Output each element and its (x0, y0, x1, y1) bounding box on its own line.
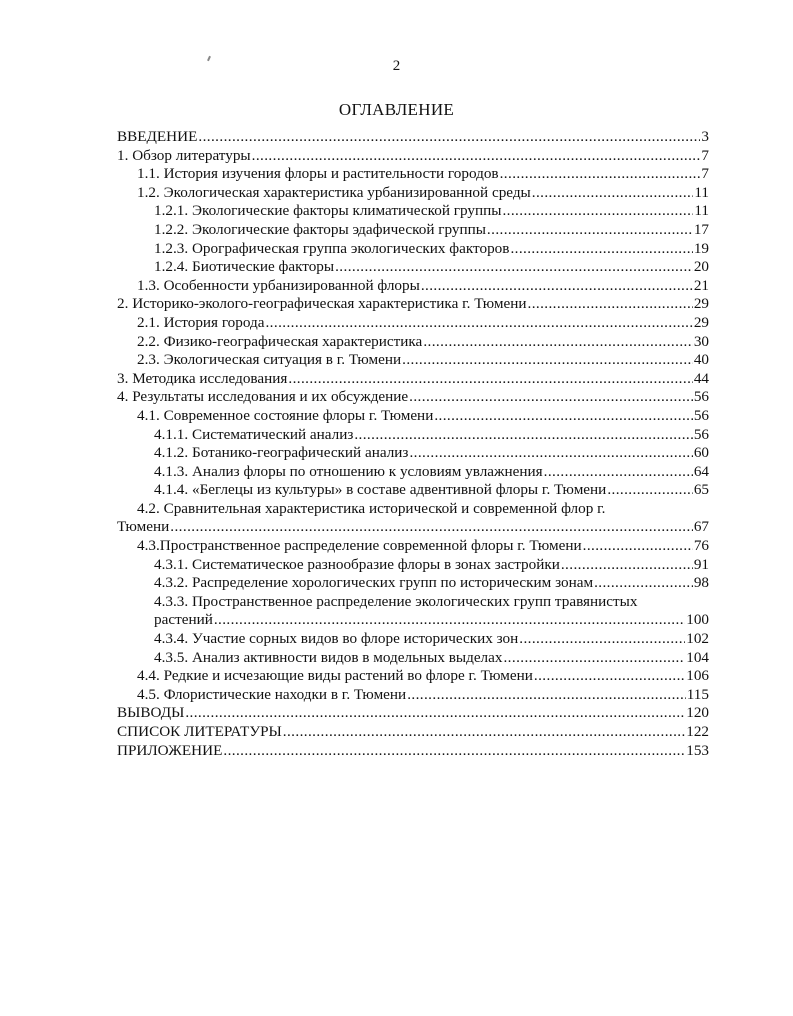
toc-entry-label: 2.3. Экологическая ситуация в г. Тюмени (137, 351, 402, 369)
toc-entry-page: 76 (693, 537, 709, 555)
toc-entry-page: 11 (694, 183, 709, 201)
toc-entry-4-3-4 (117, 630, 709, 649)
page-number: 2 (392, 58, 401, 74)
toc-entry-1-3 (117, 277, 709, 296)
toc-entry-page: 120 (686, 704, 709, 722)
toc-entry-label: 4.1.2. Ботанико-географический анализ (154, 444, 409, 462)
toc-entry-page: 104 (686, 648, 709, 666)
toc-entry-label: 4.1.1. Систематический анализ (154, 425, 354, 443)
toc-entry-label: 1.2.2. Экологические факторы эдафической группы (154, 220, 486, 238)
toc-entry-label: ВЫВОДЫ (117, 704, 185, 722)
toc-entry-introduction (117, 128, 709, 147)
toc-entry-page: 29 (693, 295, 709, 313)
toc-entry-page: 115 (686, 685, 709, 703)
toc-entry-page: 11 (694, 202, 709, 220)
toc-entry-1-2-4 (117, 258, 709, 277)
leader-dots (502, 202, 693, 221)
toc-entry-label: 4.3.2. Распределение хорологических групп по историческим зонам (154, 574, 594, 592)
toc-entry-2-2 (117, 333, 709, 352)
toc-entry-label: 1. Обзор литературы (117, 146, 251, 164)
leader-dots (407, 686, 686, 705)
toc-entry-page: 102 (686, 630, 709, 648)
toc-entry-page: 60 (693, 444, 709, 462)
leader-dots (265, 314, 692, 333)
toc-entry-4 (117, 388, 709, 407)
leader-dots (402, 351, 693, 370)
leader-dots (544, 463, 693, 482)
leader-dots (594, 574, 693, 593)
toc-entry-page: 44 (693, 369, 709, 387)
leader-dots (487, 221, 693, 240)
toc-entry-label: 2.2. Физико-географическая характеристика (137, 332, 423, 350)
toc-entry-label: 1.2.1. Экологические факторы климатической группы (154, 202, 502, 220)
toc-entry-1-2-2 (117, 221, 709, 240)
toc-entry-label: ВВЕДЕНИЕ (117, 128, 198, 145)
toc-entry-page: 106 (686, 667, 709, 685)
leader-dots (223, 742, 685, 761)
leader-dots (528, 295, 693, 314)
toc-entry-1-1 (117, 165, 709, 184)
toc-entry-label: 2. Историко-эколого-географическая характеристика г. Тюмени (117, 295, 527, 313)
toc-entry-label: 1.3. Особенности урбанизированной флоры (137, 276, 420, 294)
toc-entry-page: 3 (701, 128, 709, 145)
toc-entry-4-3-5 (117, 649, 709, 668)
toc-entry-label: 4.3.5. Анализ активности видов в модельных выделах (154, 648, 503, 666)
toc-entry-page: 98 (693, 574, 709, 592)
toc-entry-1-2-1 (117, 202, 709, 221)
toc-entry-label: растений (154, 611, 213, 629)
toc-entry-page: 20 (693, 258, 709, 276)
toc-entry-label: 3. Методика исследования (117, 369, 288, 387)
toc-entry-4-3 (117, 537, 709, 556)
toc-entry-label: 4.1.3. Анализ флоры по отношению к условиям увлажнения (154, 462, 543, 480)
toc-entry-page: 29 (693, 313, 709, 331)
toc-entry-page: 56 (693, 406, 709, 424)
leader-dots (607, 481, 693, 500)
toc-entry-page: 21 (693, 276, 709, 294)
leader-dots (185, 704, 685, 723)
toc-entry-4-1-1 (117, 426, 709, 445)
toc-entry-4-1 (117, 407, 709, 426)
toc-entry-page: 7 (701, 146, 709, 164)
toc-entry-4-1-2 (117, 444, 709, 463)
toc-entry-label: Тюмени (117, 518, 170, 536)
leader-dots (170, 518, 693, 537)
toc-entry-4-5 (117, 686, 709, 705)
leader-dots (214, 611, 685, 630)
leader-dots (409, 388, 693, 407)
leader-dots (561, 556, 693, 575)
leader-dots (423, 333, 693, 352)
leader-dots (409, 444, 692, 463)
toc-entry-label: 4. Результаты исследования и их обсуждение (117, 388, 409, 406)
toc-entry-label: 4.3.Пространственное распределение современной флоры г. Тюмени (137, 537, 582, 555)
toc-entry-1-2 (117, 184, 709, 203)
toc-entry-page: 19 (693, 239, 709, 257)
toc-entry-2-1 (117, 314, 709, 333)
toc-entry-4-1-4 (117, 481, 709, 500)
leader-dots (510, 240, 692, 259)
leader-dots (288, 370, 692, 389)
toc-entry-page: 65 (693, 481, 709, 499)
toc-entry-label: ПРИЛОЖЕНИЕ (117, 741, 223, 759)
toc-entry-references (117, 723, 709, 742)
toc-entry-2-3 (117, 351, 709, 370)
leader-dots (503, 649, 685, 668)
toc-entry-3 (117, 370, 709, 389)
toc-entry-page: 64 (693, 462, 709, 480)
toc-entry-page: 122 (686, 723, 709, 740)
toc-entry-label: 1.2.4. Биотические факторы (154, 258, 335, 276)
toc-entry-label: 1.2. Экологическая характеристика урбанизированной среды (137, 183, 531, 201)
toc-entry-1-2-3 (117, 240, 709, 259)
toc-entry-page: 153 (686, 741, 709, 759)
leader-dots (519, 630, 685, 649)
toc-entry-label: 2.1. История города (137, 313, 265, 331)
leader-dots (532, 184, 694, 203)
toc-entry-label: СПИСОК ЛИТЕРАТУРЫ (117, 723, 282, 740)
toc-entry-page: 7 (701, 165, 709, 183)
toc-entry-label: 4.1. Современное состояние флоры г. Тюмени (137, 406, 434, 424)
toc-entry-4-1-3 (117, 463, 709, 482)
table-of-contents (117, 128, 709, 760)
toc-entry-page: 40 (693, 351, 709, 369)
toc-entry-page: 56 (693, 425, 709, 443)
toc-entry-page: 100 (686, 611, 709, 629)
toc-entry-page: 17 (693, 220, 709, 238)
toc-entry-page: 91 (693, 555, 709, 573)
leader-dots (500, 165, 701, 184)
leader-dots (354, 426, 692, 445)
leader-dots (434, 407, 692, 426)
leader-dots (252, 147, 701, 166)
toc-entry-label: 1.2.3. Орографическая группа экологических факторов (154, 239, 510, 257)
toc-entry-label: 4.4. Редкие и исчезающие виды растений во флоре г. Тюмени (137, 667, 533, 685)
toc-entry-4-3-3 (117, 611, 709, 630)
toc-entry-1 (117, 147, 709, 166)
toc-entry-label: 1.1. История изучения флоры и растительности городов (137, 165, 499, 183)
leader-dots (421, 277, 693, 296)
toc-entry-label: 4.5. Флористические находки в г. Тюмени (137, 685, 407, 703)
leader-dots (583, 537, 693, 556)
toc-entry-label: 4.1.4. «Беглецы из культуры» в составе адвентивной флоры г. Тюмени (154, 481, 607, 499)
toc-entry-2 (117, 295, 709, 314)
leader-dots (198, 128, 700, 147)
toc-entry-4-2 (117, 518, 709, 537)
toc-entry-4-2-line1: 4.2. Сравнительная характеристика исторической и современной флор г. (137, 499, 606, 517)
toc-entry-page: 56 (693, 388, 709, 406)
leader-dots (534, 667, 685, 686)
toc-entry-page: 30 (693, 332, 709, 350)
toc-entry-label: 4.3.4. Участие сорных видов во флоре исторических зон (154, 630, 519, 648)
toc-entry-page: 67 (693, 518, 709, 536)
toc-entry-4-3-3-line1: 4.3.3. Пространственное распределение экологических групп травянистых (154, 592, 638, 610)
toc-title: ОГЛАВЛЕНИЕ (338, 100, 455, 119)
toc-entry-appendix (117, 742, 709, 761)
leader-dots (283, 723, 685, 742)
leader-dots (335, 258, 693, 277)
toc-entry-4-3-1 (117, 556, 709, 575)
toc-entry-4-4 (117, 667, 709, 686)
toc-entry-label: 4.3.1. Систематическое разнообразие флоры в зонах застройки (154, 555, 560, 573)
toc-entry-4-3-2 (117, 574, 709, 593)
toc-entry-conclusions (117, 704, 709, 723)
